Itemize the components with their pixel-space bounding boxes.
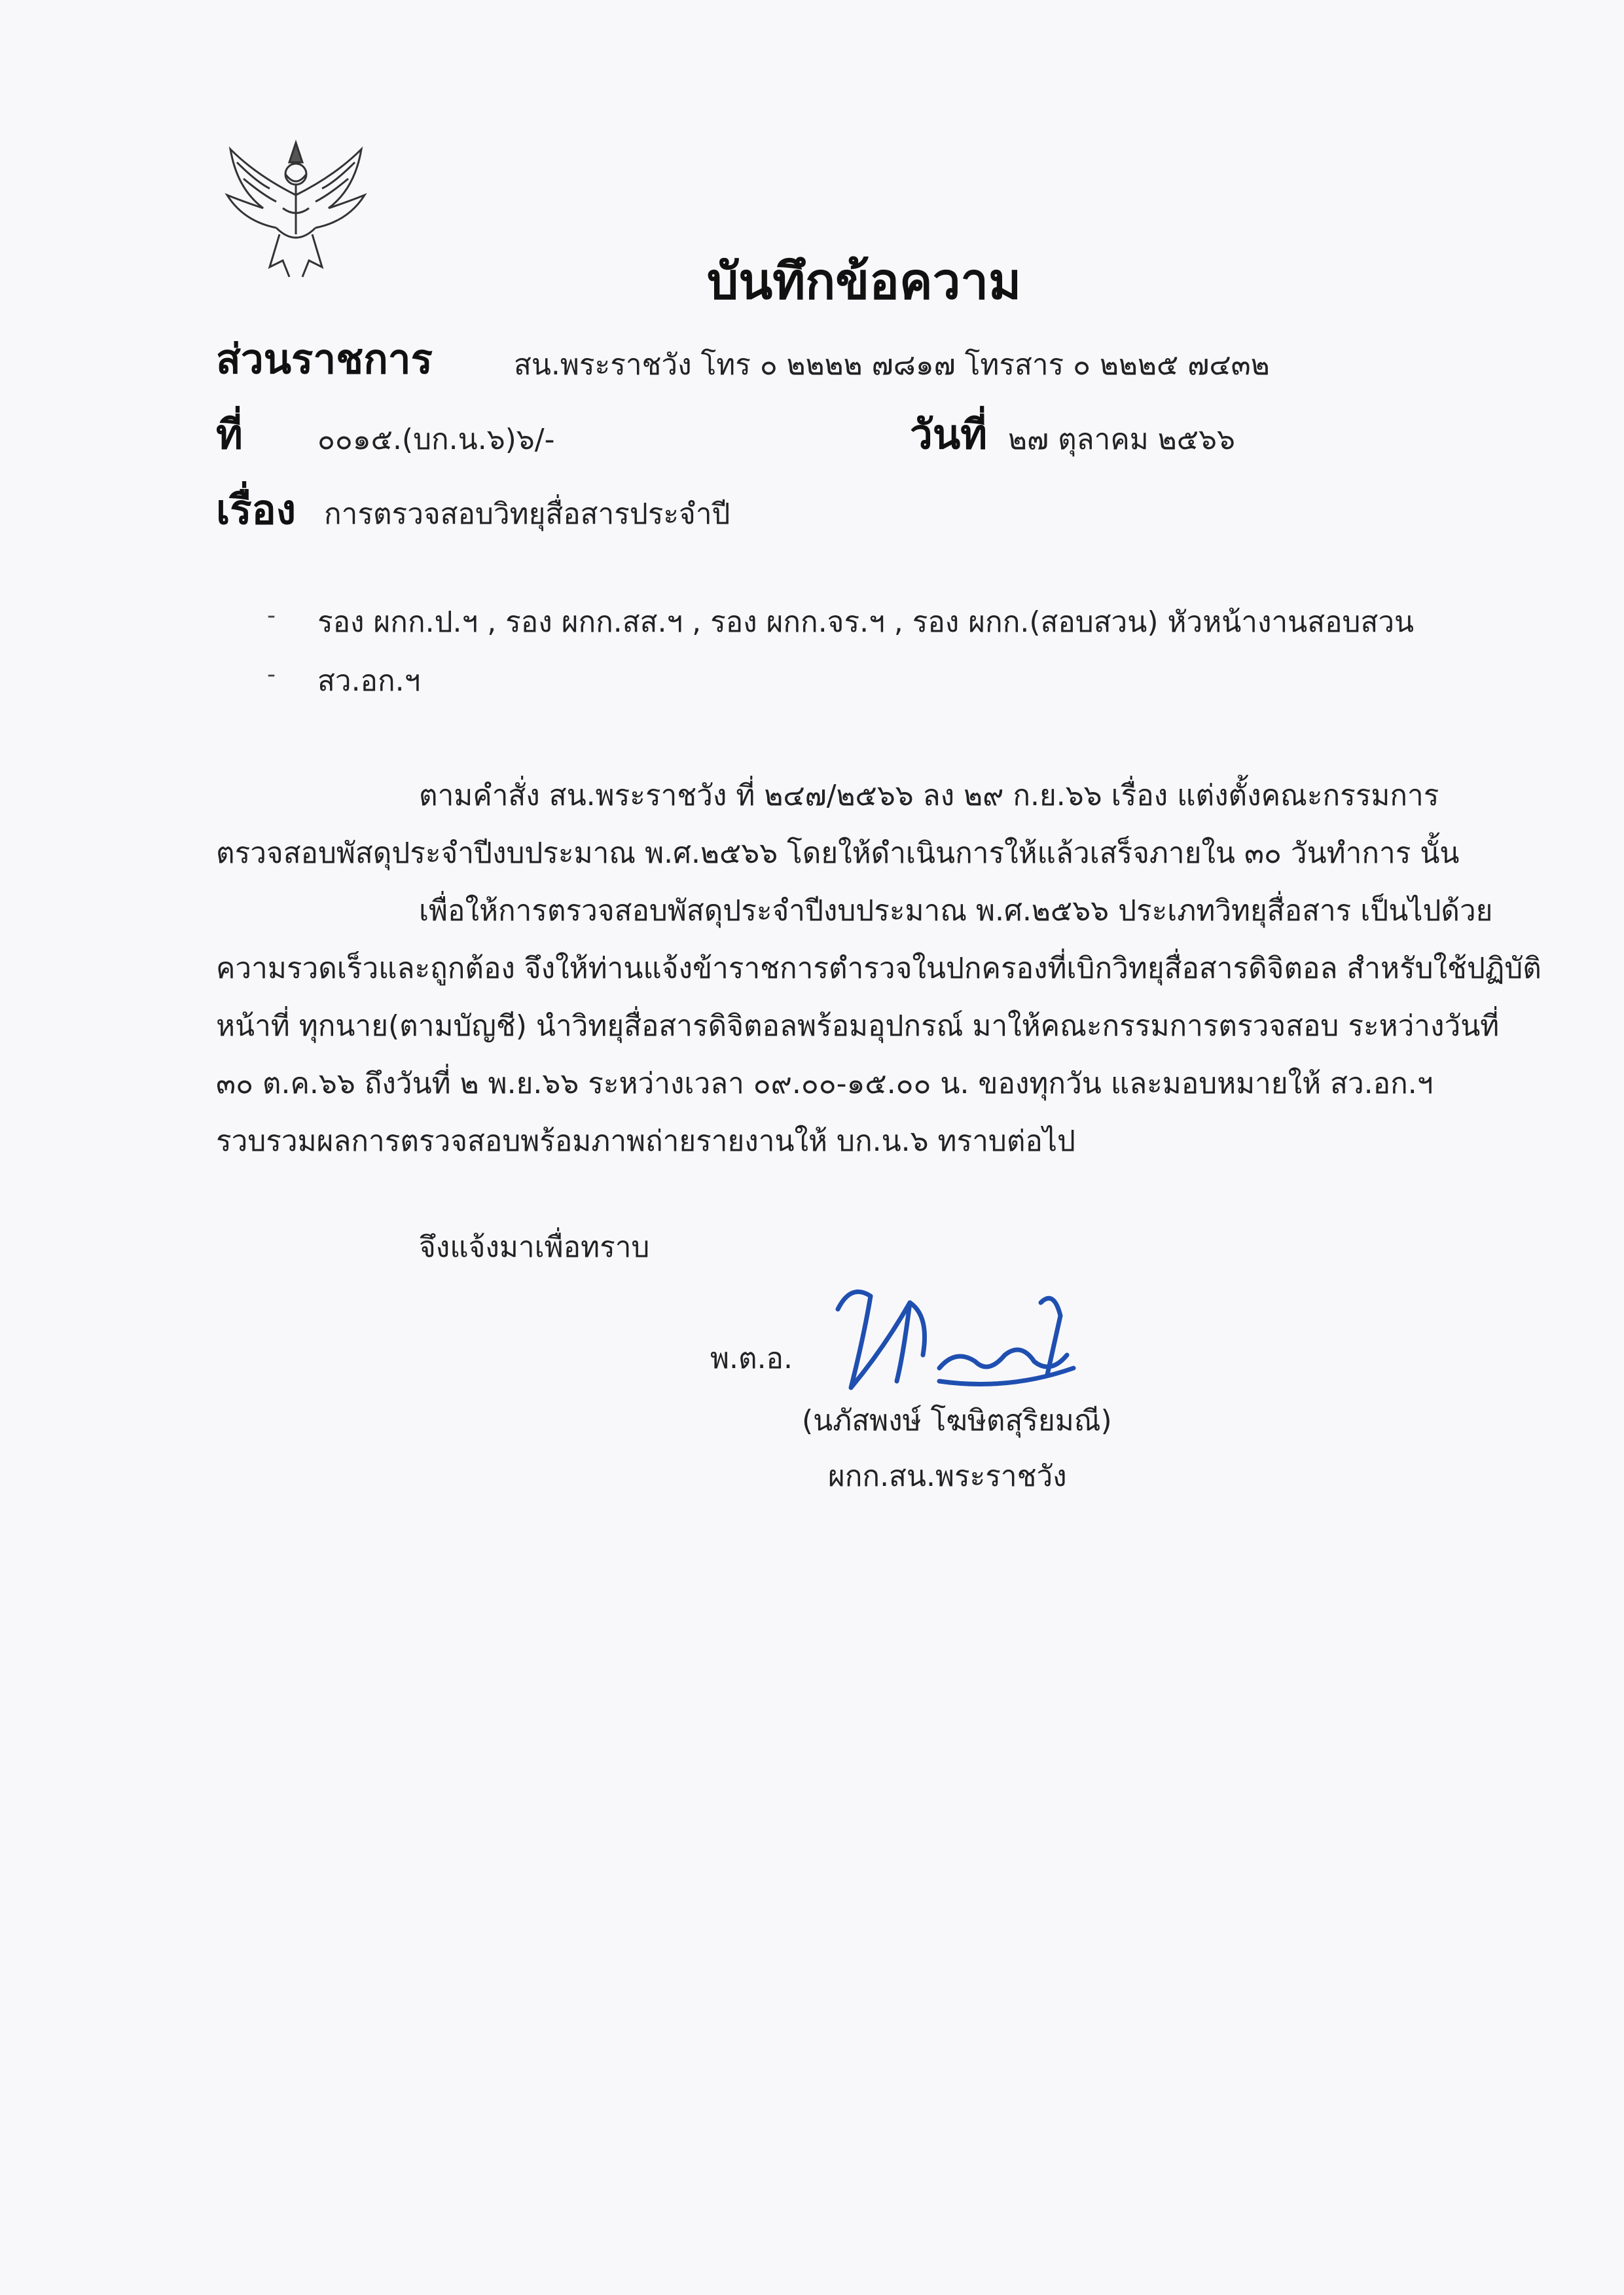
agency-label: ส่วนราชการ [216, 335, 433, 383]
document-title: บันทึกข้อความ [707, 252, 1022, 310]
recipient-line: สว.อก.ฯ [317, 664, 421, 698]
ref-value: ๐๐๑๕.(บก.น.๖)๖/- [317, 423, 555, 456]
garuda-emblem [217, 136, 374, 293]
body-line: เพื่อให้การตรวจสอบพัสดุประจำปีงบประมาณ พ.ศ.๒๕๖๖ ประเภทวิทยุสื่อสาร เป็นไปด้วย [419, 894, 1493, 928]
body-line: ตรวจสอบพัสดุประจำปีงบประมาณ พ.ศ.๒๕๖๖ โดยให้ดำเนินการให้แล้วเสร็จภายใน ๓๐ วันทำการ นั้น [216, 837, 1460, 870]
body-line: รวบรวมผลการตรวจสอบพร้อมภาพถ่ายรายงานให้ บก.น.๖ ทราบต่อไป [216, 1125, 1075, 1158]
handwritten-signature [825, 1276, 1113, 1407]
closing-line: จึงแจ้งมาเพื่อทราบ [419, 1231, 650, 1264]
body-line: ความรวดเร็วและถูกต้อง จึงให้ท่านแจ้งข้าราชการตำรวจในปกครองที่เบิกวิทยุสื่อสารดิจิตอล สำหรับใช้ปฏิบัติ [216, 952, 1542, 985]
body-line: ๓๐ ต.ค.๖๖ ถึงวันที่ ๒ พ.ย.๖๖ ระหว่างเวลา ๐๙.๐๐-๑๕.๐๐ น. ของทุกวัน และมอบหมายให้ สว.อก.ฯ [216, 1067, 1434, 1100]
recipient-line: รอง ผกก.ป.ฯ , รอง ผกก.สส.ฯ , รอง ผกก.จร.ฯ , รอง ผกก.(สอบสวน) หัวหน้างานสอบสวน [317, 605, 1415, 639]
date-label: วันที่ [910, 410, 988, 458]
ref-label: ที่ [216, 410, 243, 458]
subject-label: เรื่อง [216, 486, 297, 533]
body-line: หน้าที่ ทุกนาย(ตามบัญชี) นำวิทยุสื่อสารดิจิตอลพร้อมอุปกรณ์ มาให้คณะกรรมการตรวจสอบ ระหว่างวันที่ [216, 1009, 1500, 1043]
body-line: ตามคำสั่ง สน.พระราชวัง ที่ ๒๔๗/๒๕๖๖ ลง ๒๙ ก.ย.๖๖ เรื่อง แต่งตั้งคณะกรรมการ [419, 779, 1439, 812]
date-value: ๒๗ ตุลาคม ๒๕๖๖ [1008, 423, 1235, 456]
agency-value: สน.พระราชวัง โทร ๐ ๒๒๒๒ ๗๘๑๗ โทรสาร ๐ ๒๒๒๕ ๗๔๓๒ [514, 348, 1270, 382]
recipient-dash: - [267, 661, 276, 688]
signature-rank: พ.ต.อ. [710, 1342, 793, 1375]
recipient-dash: - [267, 602, 276, 629]
subject-value: การตรวจสอบวิทยุสื่อสารประจำปี [324, 497, 731, 531]
signature-position: ผกก.สน.พระราชวัง [828, 1460, 1067, 1493]
signature-name: (นภัสพงษ์ โฆษิตสุริยมณี) [802, 1404, 1112, 1437]
